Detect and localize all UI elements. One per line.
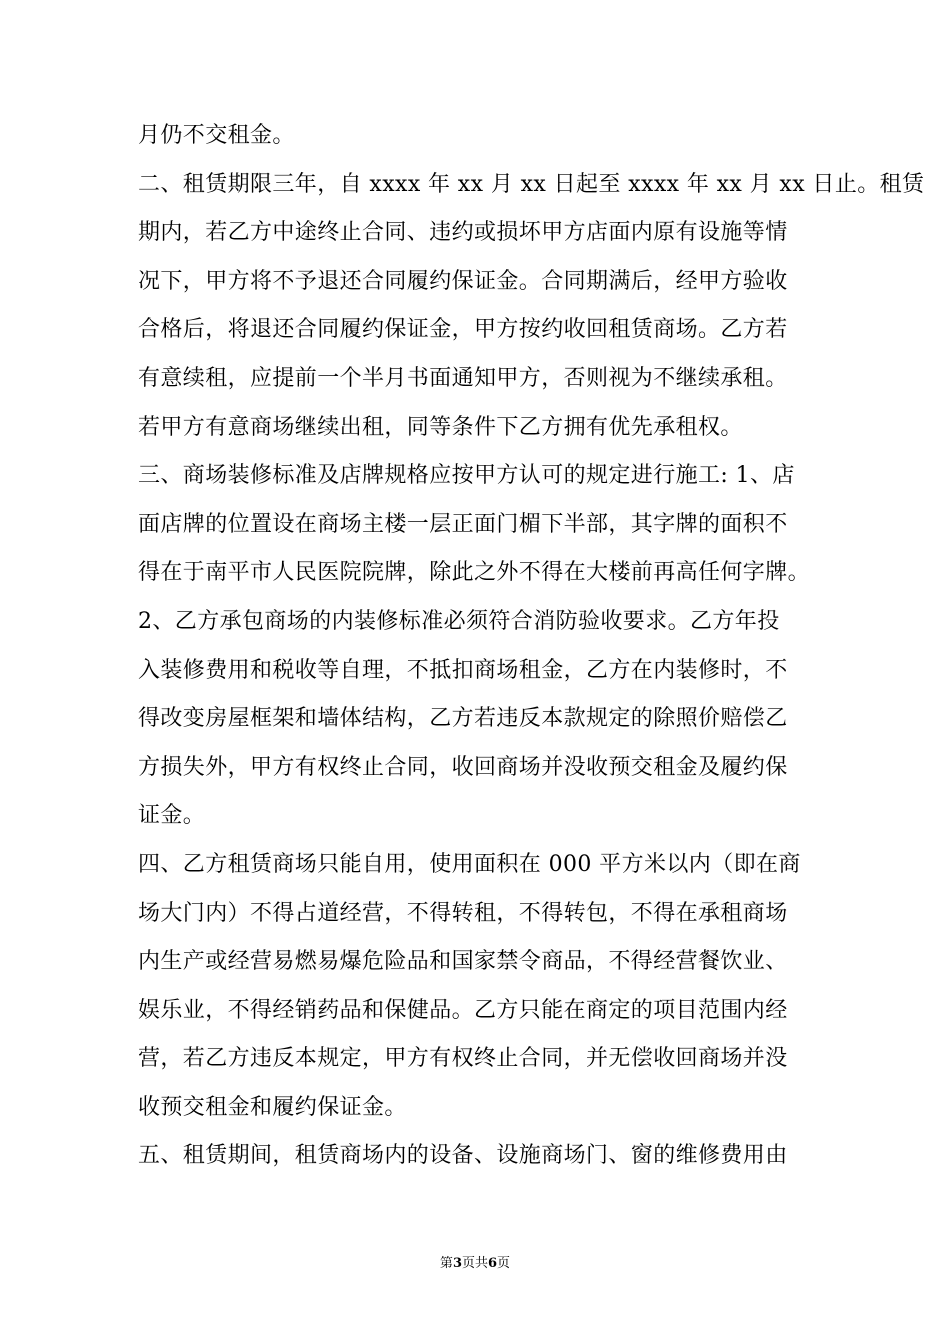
text-line: 内生产或经营易燃易爆危险品和国家禁令商品，不得经营餐饮业、 xyxy=(138,949,788,975)
text-line: 二、租赁期限三年，自 xxxx 年 xx 月 xx 日起至 xxxx 年 xx 月 xx 日止。租赁 xyxy=(138,171,925,197)
text-line: 场大门内）不得占道经营，不得转租，不得转包，不得在承租商场 xyxy=(138,900,788,926)
document-body xyxy=(138,112,925,1181)
text-line: 证金。 xyxy=(138,803,206,829)
text-line: 期内，若乙方中途终止合同、违约或损坏甲方店面内原有设施等情 xyxy=(138,220,788,246)
text-line: 五、租赁期间，租赁商场内的设备、设施商场门、窗的维修费用由 xyxy=(138,1143,788,1169)
text-line: 营，若乙方违反本规定，甲方有权终止合同，并无偿收回商场并没 xyxy=(138,1046,788,1072)
footer-prefix: 第 xyxy=(439,1256,453,1271)
text-line: 面店牌的位置设在商场主楼一层正面门楣下半部，其字牌的面积不 xyxy=(138,511,788,537)
text-line: 娱乐业，不得经销药品和保健品。乙方只能在商定的项目范围内经 xyxy=(138,997,788,1023)
text-line: 月仍不交租金。 xyxy=(138,123,295,148)
text-line: 收预交租金和履约保证金。 xyxy=(138,1094,407,1120)
text-line: 若甲方有意商场继续出租，同等条件下乙方拥有优先承租权。 xyxy=(138,414,743,440)
page-number-footer xyxy=(0,1254,950,1274)
text-line: 得改变房屋框架和墙体结构，乙方若违反本款规定的除照价赔偿乙 xyxy=(138,706,788,732)
text-line: 四、乙方租赁商场只能自用，使用面积在 000 平方米以内（即在商 xyxy=(138,851,801,877)
text-line: 方损失外，甲方有权终止合同，收回商场并没收预交租金及履约保 xyxy=(138,754,788,780)
total-page-count: 6 xyxy=(488,1256,498,1271)
current-page-number: 3 xyxy=(452,1256,462,1271)
text-line: 2、乙方承包商场的内装修标准必须符合消防验收要求。乙方年投 xyxy=(138,608,780,634)
text-line: 况下，甲方将不予退还合同履约保证金。合同期满后，经甲方验收 xyxy=(138,268,788,294)
text-line: 合格后，将退还合同履约保证金，甲方按约收回租赁商场。乙方若 xyxy=(138,317,788,343)
text-line: 三、商场装修标准及店牌规格应按甲方认可的规定进行施工: 1、店 xyxy=(138,463,795,489)
text-line: 入装修费用和税收等自理，不抵扣商场租金，乙方在内装修时，不 xyxy=(138,657,788,683)
text-line: 有意续租，应提前一个半月书面通知甲方，否则视为不继续承租。 xyxy=(138,365,788,391)
footer-suffix: 页 xyxy=(497,1256,511,1271)
text-line: 得在于南平市人民医院院牌，除此之外不得在大楼前再高任何字牌。 xyxy=(138,560,811,586)
footer-middle: 页共 xyxy=(461,1256,488,1271)
